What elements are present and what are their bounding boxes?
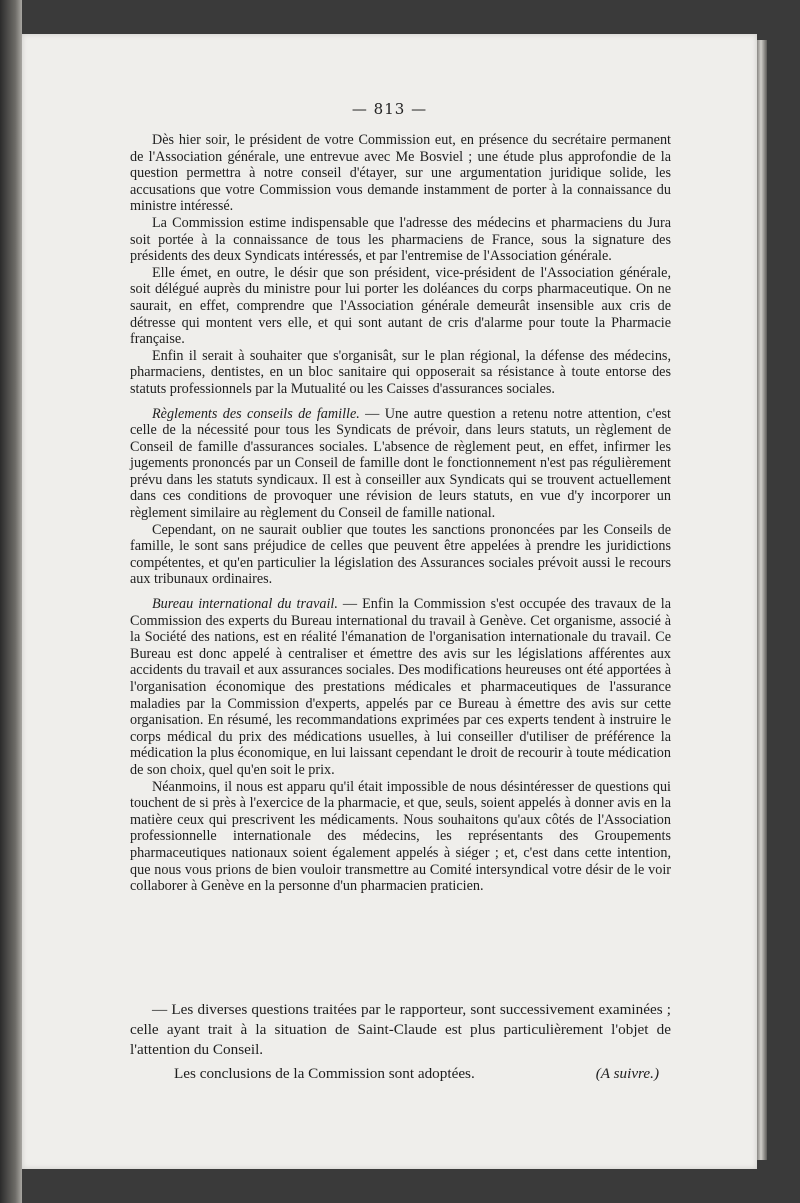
paragraph: Enfin il serait à souhaiter que s'organisât, sur le plan régional, la défense des médecins, pharmaciens, dentistes, en un bloc sanitaire qui opposerait sa résistance à toute entorse des statuts professionnels par la Mutualité ou les Caisses d'assurances sociales. — [130, 347, 671, 397]
conclusion-text: Les conclusions de la Commission sont adoptées. — [174, 1065, 475, 1082]
section-heading: Bureau international du travail. — [152, 596, 338, 613]
page-number: — 813 — — [351, 100, 428, 118]
paragraph: Dès hier soir, le président de votre Commission eut, en présence du secrétaire permanent de l'Association générale, une entrevue avec Me Bosviel ; une étude plus approfondie de la question permettra à notre conseil d'étayer, sur une argumentation juridique solide, les accusations que votre Commission vous demande instamment de porter à la connaissance du ministre intéressé. — [130, 132, 671, 215]
section-heading: Règlements des conseils de famille. — [152, 405, 360, 422]
section-paragraph: Règlements des conseils de famille. — Une autre question a retenu notre attention, c'est celle de la nécessité pour tous les Syndicats de prévoir, dans leurs statuts, un règlement de Conseil de famille d'assurances sociales. L'absence de règlement peut, en effet, infirmer les jugements prononcés par un Conseil de famille dont le fonctionnement n'est pas régulièrement prévu dans les statuts syndicaux. Il est à conseiller aux Syndicats qui se trouvent actuellement dans ces conditions de provoquer une révision de leurs statuts, en vue d'y incorporer un règlement similaire au règlement du Conseil de famille national. — [130, 405, 671, 522]
paragraph: Néanmoins, il nous est apparu qu'il était impossible de nous désintéresser de questions qui touchent de si près à l'exercice de la pharmacie, et que, seuls, soient appelés à donner avis en la matière ceux qui prescrivent les médicaments. Nous souhaitons qu'aux côtés de l'Association professionnelle internationale des médecins, les représentants des Groupements pharmaceutiques nationaux soient également appelés à siéger ; et, c'est dans cette intention, que nous vous prions de bien vouloir transmettre au Comité intersyndical votre désir de le voir collaborer à Genève en la personne d'un pharmacien praticien. — [130, 778, 671, 895]
paragraph: Cependant, on ne saurait oublier que toutes les sanctions prononcées par les Conseils de famille, le sont sans préjudice de celles que peuvent être appelées à prendre les juridictions compétentes, et qu'en particulier la législation des Assurances sociales prévoit aussi le recours aux tribunaux ordinaires. — [130, 521, 671, 588]
closing-block — [130, 1000, 671, 1084]
paragraph: La Commission estime indispensable que l'adresse des médecins et pharmaciens du Jura soit portée à la connaissance de tous les pharmaciens de France, sous la signature des présidents des deux Syndicats intéressés, et par l'entremise de l'Association générale. — [130, 214, 671, 265]
document-page — [22, 34, 757, 1169]
paragraph: Elle émet, en outre, le désir que son président, vice-président de l'Association générale, soit délégué auprès du ministre pour lui porter les doléances du corps pharmaceutique. On ne saurait, en effet, comprendre que l'Association générale demeurât insensible aux cris de détresse qui montent vers elle, et qui sont autant de cris d'alarme pour toute la Pharmacie française. — [130, 264, 671, 348]
body-text — [130, 132, 671, 895]
conclusion-line — [130, 1064, 671, 1084]
closing-paragraph: — Les diverses questions traitées par le rapporteur, sont successivement examinées ; celle ayant trait à la situation de Saint-Claude est plus particulièrement l'objet de l'attention du Conseil. — [130, 1001, 671, 1058]
continued-note: (A suivre.) — [595, 1065, 659, 1082]
section-paragraph: Bureau international du travail. — Enfin la Commission s'est occupée des travaux de la Commission des experts du Bureau international du travail à Genève. Cet organisme, associé à la Société des nations, est en réalité l'émanation de l'organisation internationale du travail. Ce Bureau est donc appelé à centraliser et émettre des avis sur les législations afférentes aux accidents du travail et aux assurances sociales. Des modifications heureuses ont été apportées à l'organisation économique des prestations médicales et pharmaceutiques de l'assurance maladies par la Commission d'experts, appelés par ce Bureau à émettre des avis sur cette organisation. En résumé, les recommandations exprimées par ces experts tendent à instruire le corps médical du prix des médications usuelles, à lui conseiller d'utiliser de préférence la médication la plus économique, en lui laissant cependant le droit de recourir à toute médication de son choix, quel qu'en soit le prix. — [130, 596, 671, 778]
page-edge-shadow — [757, 40, 767, 1160]
scan-binding-edge — [0, 0, 22, 1203]
